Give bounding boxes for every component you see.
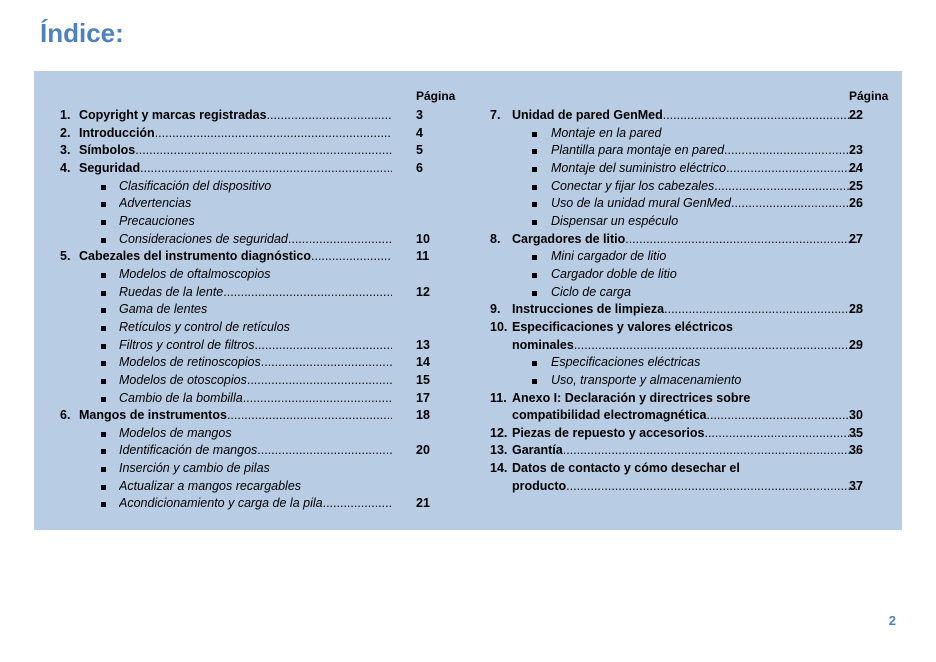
bullet-icon bbox=[101, 238, 106, 243]
toc-page-number: 6 bbox=[416, 160, 423, 175]
dot-leader bbox=[566, 478, 859, 496]
toc-entry-leader bbox=[551, 266, 859, 284]
toc-entry-label: Identificación de mangos bbox=[119, 443, 258, 458]
page-number: 2 bbox=[888, 613, 896, 628]
bullet-icon bbox=[101, 467, 106, 472]
toc-entry-leader bbox=[551, 178, 859, 196]
toc-page-number: 37 bbox=[849, 478, 863, 493]
toc-entry-leader bbox=[119, 213, 392, 231]
toc-page-number: 20 bbox=[416, 443, 430, 458]
toc-entry-number: 12. bbox=[490, 425, 508, 440]
toc-entry-leader bbox=[119, 390, 392, 408]
toc-entry-label: Modelos de mangos bbox=[119, 425, 232, 440]
toc-entry-label: Gama de lentes bbox=[119, 302, 208, 317]
bullet-icon bbox=[532, 291, 537, 296]
bullet-icon bbox=[101, 202, 106, 207]
toc-entry-label: Unidad de pared GenMed bbox=[512, 108, 663, 122]
dot-leader bbox=[311, 248, 392, 266]
toc-page-number: 18 bbox=[416, 408, 430, 423]
toc-entry-leader bbox=[119, 460, 392, 478]
toc-right-rows bbox=[468, 107, 902, 495]
toc-entry-label: Piezas de repuesto y accesorios bbox=[512, 425, 705, 440]
toc-page-number: 5 bbox=[416, 143, 423, 158]
toc-subentry[interactable] bbox=[34, 354, 464, 372]
toc-entry-label: Cambio de la bombilla bbox=[119, 390, 243, 405]
toc-entry-label: Ciclo de carga bbox=[551, 284, 631, 299]
toc-left-rows bbox=[34, 107, 464, 513]
toc-entry-leader bbox=[119, 354, 392, 372]
toc-subentry[interactable] bbox=[468, 372, 902, 390]
toc-subentry[interactable] bbox=[34, 442, 464, 460]
toc-entry[interactable] bbox=[34, 142, 464, 160]
bullet-icon bbox=[101, 273, 106, 278]
bullet-icon bbox=[532, 202, 537, 207]
toc-page-number: 22 bbox=[849, 108, 863, 122]
bullet-icon bbox=[532, 220, 537, 225]
toc-subentry[interactable] bbox=[34, 319, 464, 337]
toc-entry-leader bbox=[79, 407, 392, 425]
toc-entry-leader bbox=[512, 478, 859, 496]
bullet-icon bbox=[532, 273, 537, 278]
toc-subentry[interactable] bbox=[34, 195, 464, 213]
toc-entry-label: Modelos de retinoscopios bbox=[119, 355, 261, 370]
toc-entry-leader bbox=[119, 319, 392, 337]
bullet-icon bbox=[101, 185, 106, 190]
toc-entry[interactable] bbox=[468, 460, 902, 478]
toc-entry-leader bbox=[119, 372, 392, 390]
toc-entry-leader bbox=[119, 195, 392, 213]
toc-entry-number: 4. bbox=[60, 160, 71, 175]
toc-entry-label: Datos de contacto y cómo desechar el bbox=[512, 461, 740, 476]
toc-entry-label: Uso, transporte y almacenamiento bbox=[551, 372, 742, 387]
toc-entry-number: 7. bbox=[490, 108, 501, 122]
toc-entry-number: 11. bbox=[490, 390, 507, 405]
toc-entry-leader bbox=[512, 407, 859, 425]
bullet-icon bbox=[101, 361, 106, 366]
toc-entry-leader bbox=[512, 442, 859, 460]
toc-entry-number: 6. bbox=[60, 408, 71, 423]
toc-entry[interactable] bbox=[34, 125, 464, 143]
toc-entry-label: Retículos y control de retículos bbox=[119, 319, 290, 334]
toc-entry[interactable] bbox=[468, 442, 902, 460]
toc-entry-label: Garantía bbox=[512, 443, 563, 458]
toc-entry[interactable] bbox=[468, 390, 902, 408]
toc-entry-leader bbox=[512, 390, 859, 408]
toc-entry-leader bbox=[119, 266, 392, 284]
toc-page-number: 25 bbox=[849, 178, 863, 193]
dot-leader bbox=[140, 160, 392, 178]
toc-subentry[interactable] bbox=[34, 301, 464, 319]
toc-entry-leader bbox=[512, 337, 859, 355]
toc-page-number: 14 bbox=[416, 355, 430, 370]
toc-entry-label: Ruedas de la lente bbox=[119, 284, 224, 299]
dot-leader bbox=[707, 407, 860, 425]
table-of-contents bbox=[34, 71, 902, 530]
toc-entry-number: 8. bbox=[490, 231, 501, 246]
toc-page-number: 4 bbox=[416, 125, 423, 140]
dot-leader bbox=[243, 390, 392, 408]
dot-leader bbox=[288, 231, 392, 249]
bullet-icon bbox=[101, 449, 106, 454]
toc-entry-leader bbox=[551, 372, 859, 390]
toc-subentry[interactable] bbox=[34, 495, 464, 513]
toc-subentry[interactable] bbox=[468, 178, 902, 196]
toc-page-number: 24 bbox=[849, 160, 863, 175]
bullet-icon bbox=[532, 185, 537, 190]
toc-entry[interactable] bbox=[468, 407, 902, 425]
toc-subentry[interactable] bbox=[34, 478, 464, 496]
toc-subentry[interactable] bbox=[34, 266, 464, 284]
toc-entry-leader bbox=[512, 319, 859, 337]
dot-leader bbox=[731, 195, 859, 213]
bullet-icon bbox=[532, 149, 537, 154]
toc-entry-label: Introducción bbox=[79, 125, 155, 140]
toc-entry-leader bbox=[551, 213, 859, 231]
toc-entry[interactable] bbox=[468, 478, 902, 496]
toc-page-number: 17 bbox=[416, 390, 430, 405]
toc-entry-number: 13. bbox=[490, 443, 508, 458]
toc-entry-label: Filtros y control de filtros bbox=[119, 337, 255, 352]
toc-subentry[interactable] bbox=[468, 354, 902, 372]
dot-leader bbox=[563, 442, 859, 460]
toc-entry-label: Actualizar a mangos recargables bbox=[119, 478, 302, 493]
bullet-icon bbox=[532, 167, 537, 172]
toc-entry-label: Especificaciones y valores eléctricos bbox=[512, 319, 733, 334]
toc-entry-label: Conectar y fijar los cabezales bbox=[551, 178, 715, 193]
toc-entry-leader bbox=[551, 160, 859, 178]
toc-entry-leader bbox=[79, 107, 392, 125]
dot-leader bbox=[323, 495, 392, 513]
toc-entry[interactable] bbox=[34, 407, 464, 425]
toc-subentry[interactable] bbox=[468, 248, 902, 266]
toc-entry-leader bbox=[119, 495, 392, 513]
toc-entry-leader bbox=[512, 460, 859, 478]
bullet-icon bbox=[101, 432, 106, 437]
toc-subentry[interactable] bbox=[34, 231, 464, 249]
bullet-icon bbox=[101, 326, 106, 331]
toc-entry-label: Precauciones bbox=[119, 213, 195, 228]
bullet-icon bbox=[532, 255, 537, 260]
toc-entry-label: Cargadores de litio bbox=[512, 231, 626, 246]
toc-entry[interactable] bbox=[468, 337, 902, 355]
toc-subentry[interactable] bbox=[34, 284, 464, 302]
dot-leader bbox=[726, 160, 859, 178]
toc-subentry[interactable] bbox=[34, 213, 464, 231]
toc-subentry[interactable] bbox=[34, 460, 464, 478]
toc-page-number: 3 bbox=[416, 108, 423, 122]
dot-leader bbox=[155, 125, 392, 143]
toc-page-number: 21 bbox=[416, 496, 430, 511]
dot-leader bbox=[261, 354, 392, 372]
dot-leader bbox=[223, 284, 392, 302]
toc-subentry[interactable] bbox=[34, 425, 464, 443]
toc-entry-leader bbox=[119, 442, 392, 460]
dot-leader bbox=[664, 301, 859, 319]
bullet-icon bbox=[101, 308, 106, 313]
toc-entry-label: Acondicionamiento y carga de la pila bbox=[119, 496, 323, 511]
toc-entry-label: Consideraciones de seguridad bbox=[119, 231, 288, 246]
toc-entry[interactable] bbox=[34, 248, 464, 266]
page-title: Índice: bbox=[40, 18, 124, 48]
toc-entry-label: Cargador doble de litio bbox=[551, 266, 677, 281]
toc-entry[interactable] bbox=[34, 107, 464, 125]
toc-entry-leader bbox=[551, 354, 859, 372]
toc-page-number: 27 bbox=[849, 231, 863, 246]
toc-entry-leader bbox=[551, 195, 859, 213]
toc-entry-label: Inserción y cambio de pilas bbox=[119, 461, 270, 476]
toc-subentry[interactable] bbox=[468, 266, 902, 284]
toc-page-number: 26 bbox=[849, 196, 863, 211]
dot-leader bbox=[227, 407, 392, 425]
dot-leader bbox=[574, 337, 859, 355]
toc-entry-leader bbox=[79, 125, 392, 143]
dot-leader bbox=[724, 142, 859, 160]
toc-entry-leader bbox=[551, 284, 859, 302]
toc-subentry[interactable] bbox=[468, 195, 902, 213]
toc-entry-leader bbox=[512, 301, 859, 319]
toc-entry-number: 2. bbox=[60, 125, 71, 140]
toc-entry-label: compatibilidad electromagnética bbox=[512, 408, 707, 423]
toc-entry-number: 1. bbox=[60, 108, 71, 122]
bullet-icon bbox=[101, 502, 106, 507]
toc-subentry[interactable] bbox=[34, 372, 464, 390]
toc-entry-label: Clasificación del dispositivo bbox=[119, 178, 272, 193]
toc-entry[interactable] bbox=[468, 107, 902, 125]
toc-entry-label: Plantilla para montaje en pared bbox=[551, 143, 725, 158]
toc-subentry[interactable] bbox=[34, 390, 464, 408]
bullet-icon bbox=[532, 361, 537, 366]
toc-page-number: 23 bbox=[849, 143, 863, 158]
toc-page-number: 30 bbox=[849, 408, 863, 423]
bullet-icon bbox=[101, 397, 106, 402]
toc-entry-label: Advertencias bbox=[119, 196, 192, 211]
toc-entry-leader bbox=[119, 284, 392, 302]
toc-entry-label: Mini cargador de litio bbox=[551, 249, 667, 264]
toc-subentry[interactable] bbox=[468, 142, 902, 160]
toc-entry[interactable] bbox=[468, 301, 902, 319]
toc-entry-label: Seguridad bbox=[79, 160, 141, 175]
toc-entry-number: 14. bbox=[490, 461, 508, 476]
dot-leader bbox=[254, 337, 392, 355]
dot-leader bbox=[625, 231, 859, 249]
toc-entry[interactable] bbox=[468, 425, 902, 443]
toc-entry-label: Modelos de otoscopios bbox=[119, 372, 247, 387]
toc-entry-number: 10. bbox=[490, 319, 508, 334]
toc-page-number: 29 bbox=[849, 337, 863, 352]
toc-entry-label: Uso de la unidad mural GenMed bbox=[551, 196, 731, 211]
toc-entry-leader bbox=[512, 107, 859, 125]
toc-entry-leader bbox=[551, 248, 859, 266]
toc-entry-leader bbox=[79, 248, 392, 266]
toc-subentry[interactable] bbox=[468, 284, 902, 302]
toc-entry-leader bbox=[119, 425, 392, 443]
page-column-header: Página bbox=[416, 89, 456, 103]
toc-page-number: 12 bbox=[416, 284, 430, 299]
toc-entry-number: 3. bbox=[60, 143, 71, 158]
dot-leader bbox=[704, 425, 859, 443]
bullet-icon bbox=[532, 132, 537, 137]
toc-entry-leader bbox=[79, 160, 392, 178]
toc-entry-label: Instrucciones de limpieza bbox=[512, 302, 665, 317]
toc-page-number: 13 bbox=[416, 337, 430, 352]
toc-entry-leader bbox=[551, 142, 859, 160]
dot-leader bbox=[714, 178, 859, 196]
toc-subentry[interactable] bbox=[468, 213, 902, 231]
toc-subentry[interactable] bbox=[468, 125, 902, 143]
toc-entry-label: Montaje del suministro eléctrico bbox=[551, 160, 727, 175]
toc-entry-number: 5. bbox=[60, 249, 71, 264]
toc-entry-leader bbox=[119, 178, 392, 196]
toc-entry-label: nominales bbox=[512, 337, 574, 352]
bullet-icon bbox=[101, 379, 106, 384]
toc-page-number: 35 bbox=[849, 425, 863, 440]
toc-entry-label: Cabezales del instrumento diagnóstico bbox=[79, 249, 311, 264]
toc-subentry[interactable] bbox=[34, 178, 464, 196]
toc-entry-label: Montaje en la pared bbox=[551, 125, 662, 140]
toc-entry-label: Dispensar un espéculo bbox=[551, 213, 679, 228]
bullet-icon bbox=[101, 291, 106, 296]
toc-entry-leader bbox=[119, 301, 392, 319]
toc-entry-leader bbox=[119, 231, 392, 249]
dot-leader bbox=[257, 442, 392, 460]
toc-entry-label: producto bbox=[512, 478, 567, 493]
dot-leader bbox=[247, 372, 392, 390]
toc-entry-label: Modelos de oftalmoscopios bbox=[119, 266, 271, 281]
bullet-icon bbox=[101, 485, 106, 490]
toc-subentry[interactable] bbox=[34, 337, 464, 355]
toc-entry-leader bbox=[79, 142, 392, 160]
toc-page-number: 36 bbox=[849, 443, 863, 458]
toc-entry-label: Mangos de instrumentos bbox=[79, 408, 227, 423]
dot-leader bbox=[135, 142, 392, 160]
toc-entry-leader bbox=[512, 425, 859, 443]
toc-page-number: 11 bbox=[416, 249, 430, 264]
toc-entry-label: Anexo I: Declaración y directrices sobre bbox=[512, 390, 751, 405]
toc-entry-label: Especificaciones eléctricas bbox=[551, 355, 701, 370]
dot-leader bbox=[267, 107, 392, 125]
toc-page-number: 10 bbox=[416, 231, 430, 246]
toc-entry-leader bbox=[119, 337, 392, 355]
toc-subentry[interactable] bbox=[468, 160, 902, 178]
toc-entry[interactable] bbox=[468, 319, 902, 337]
dot-leader bbox=[663, 107, 859, 125]
toc-entry[interactable] bbox=[468, 231, 902, 249]
toc-entry-leader bbox=[512, 231, 859, 249]
toc-entry-leader bbox=[119, 478, 392, 496]
page-column-header: Página bbox=[849, 89, 889, 103]
bullet-icon bbox=[101, 220, 106, 225]
toc-entry-label: Símbolos bbox=[79, 143, 136, 158]
bullet-icon bbox=[101, 344, 106, 349]
toc-entry[interactable] bbox=[34, 160, 464, 178]
bullet-icon bbox=[532, 379, 537, 384]
toc-page-number: 15 bbox=[416, 372, 430, 387]
toc-page-number: 28 bbox=[849, 302, 863, 317]
toc-entry-label: Copyright y marcas registradas bbox=[79, 108, 267, 122]
toc-entry-number: 9. bbox=[490, 302, 501, 317]
toc-entry-leader bbox=[551, 125, 859, 143]
